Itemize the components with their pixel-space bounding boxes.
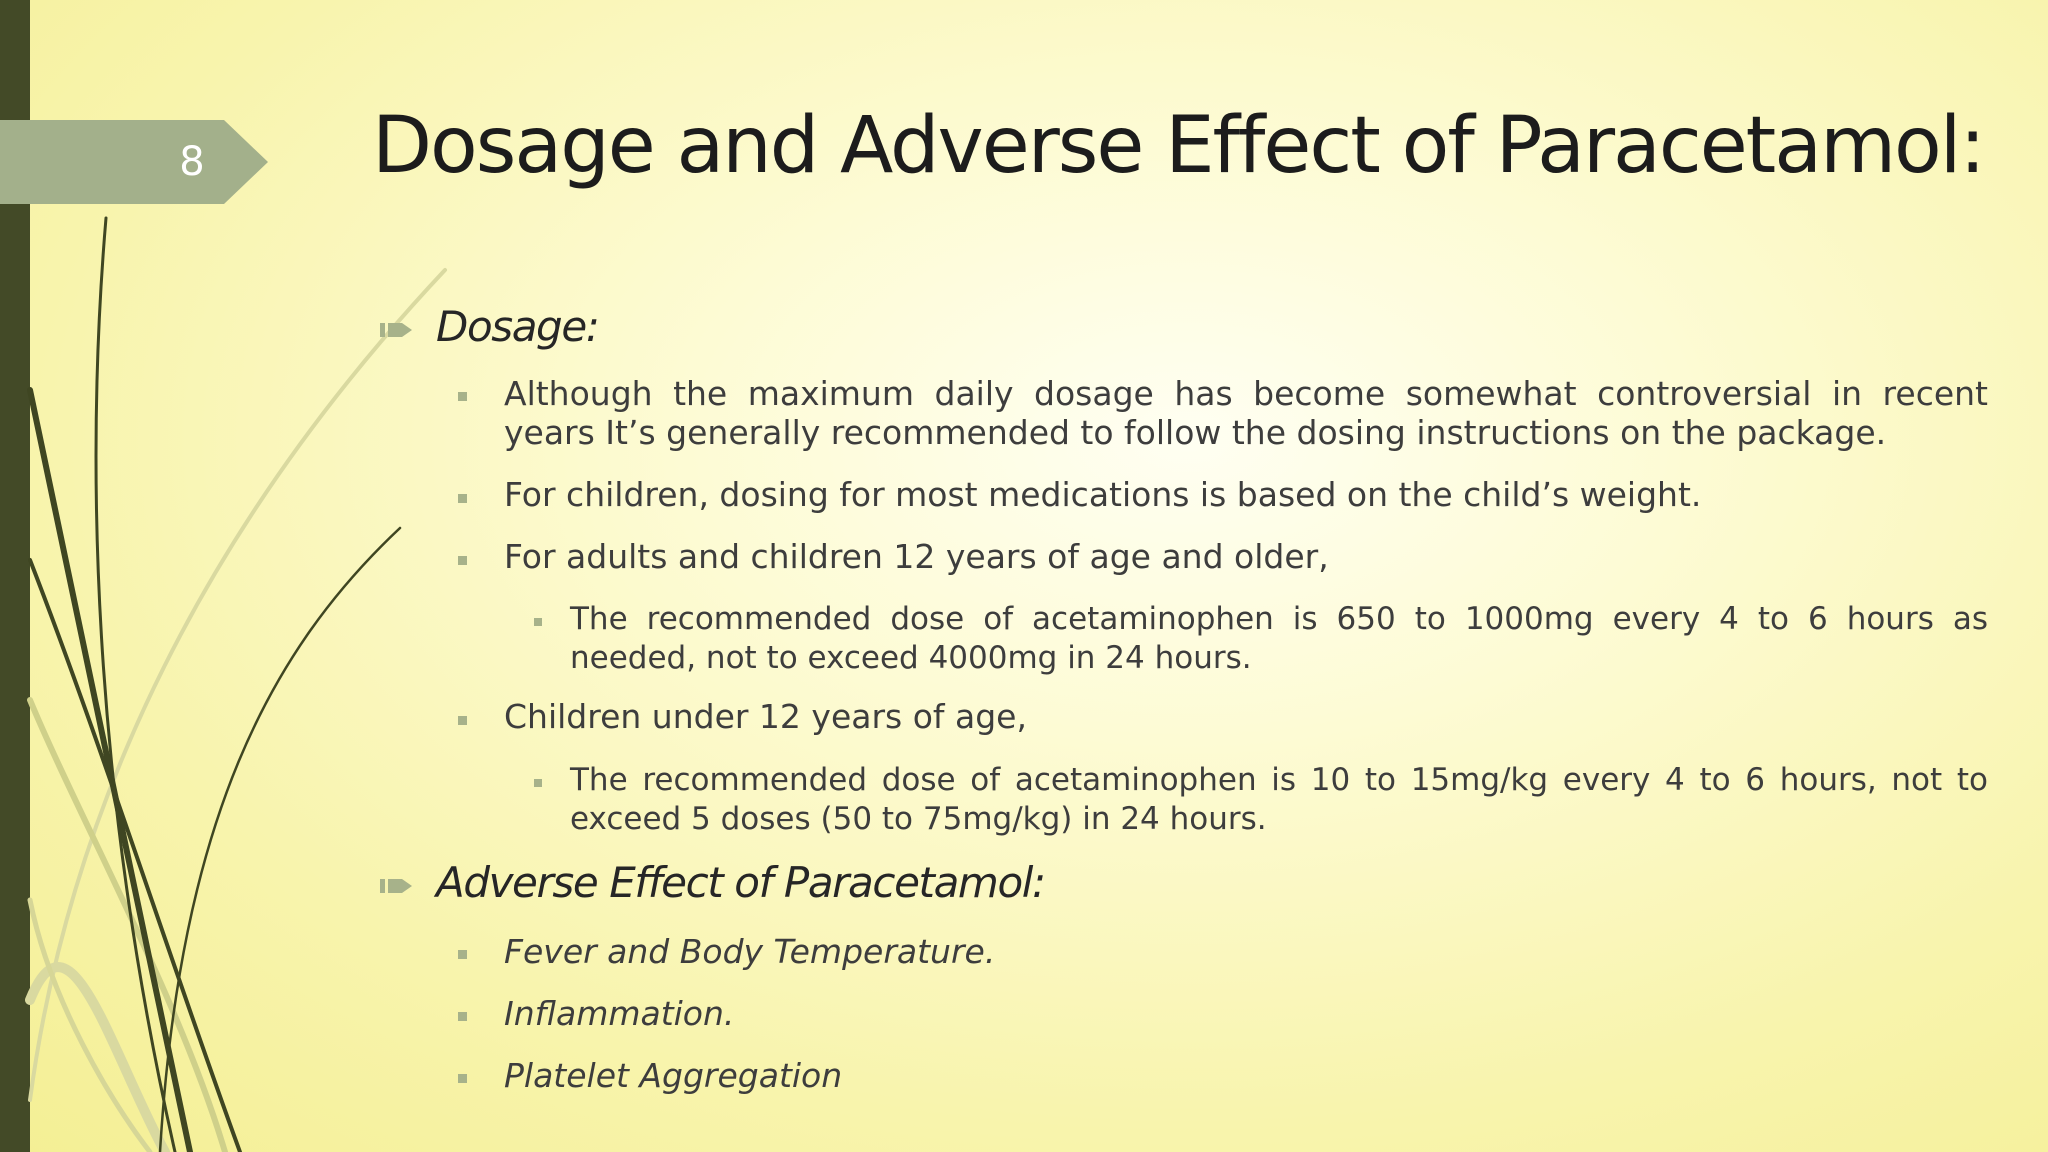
square-bullet-icon bbox=[458, 950, 467, 959]
adverse-item-1: Fever and Body Temperature. bbox=[504, 932, 996, 971]
section-heading-dosage: Dosage: bbox=[436, 302, 599, 351]
square-bullet-icon bbox=[458, 1074, 467, 1083]
arrow-bullet-icon bbox=[380, 876, 414, 896]
square-bullet-icon bbox=[458, 556, 467, 565]
dosage-item-2: For children, dosing for most medications is based on the child’s weight. bbox=[504, 475, 1702, 514]
square-bullet-icon bbox=[458, 494, 467, 503]
section-heading-adverse-effects: Adverse Effect of Paracetamol: bbox=[436, 858, 1045, 907]
dosage-item-3-sub: The recommended dose of acetaminophen is 650 to 1000mg every 4 to 6 hours as needed, not to exceed 4000mg in 24 hours. bbox=[570, 601, 1988, 676]
dosage-item-1: Although the maximum daily dosage has become somewhat controversial in recent years It’s generally recommended to follow the dosing instructions on the package. bbox=[504, 374, 1988, 452]
square-bullet-icon bbox=[534, 779, 542, 787]
slide-number: 8 bbox=[179, 139, 205, 185]
dosage-item-4: Children under 12 years of age, bbox=[504, 697, 1027, 736]
dosage-item-4-sub: The recommended dose of acetaminophen is 10 to 15mg/kg every 4 to 6 hours, not to exceed 5 doses (50 to 75mg/kg) in 24 hours. bbox=[570, 762, 1988, 837]
dosage-item-3: For adults and children 12 years of age and older, bbox=[504, 537, 1329, 576]
adverse-item-2: Inflammation. bbox=[504, 994, 735, 1033]
slide-title: Dosage and Adverse Effect of Paracetamol: bbox=[372, 101, 1984, 191]
square-bullet-icon bbox=[458, 392, 467, 401]
square-bullet-icon bbox=[534, 618, 542, 626]
square-bullet-icon bbox=[458, 716, 467, 725]
square-bullet-icon bbox=[458, 1012, 467, 1021]
adverse-item-3: Platelet Aggregation bbox=[504, 1056, 843, 1095]
arrow-bullet-icon bbox=[380, 320, 414, 340]
